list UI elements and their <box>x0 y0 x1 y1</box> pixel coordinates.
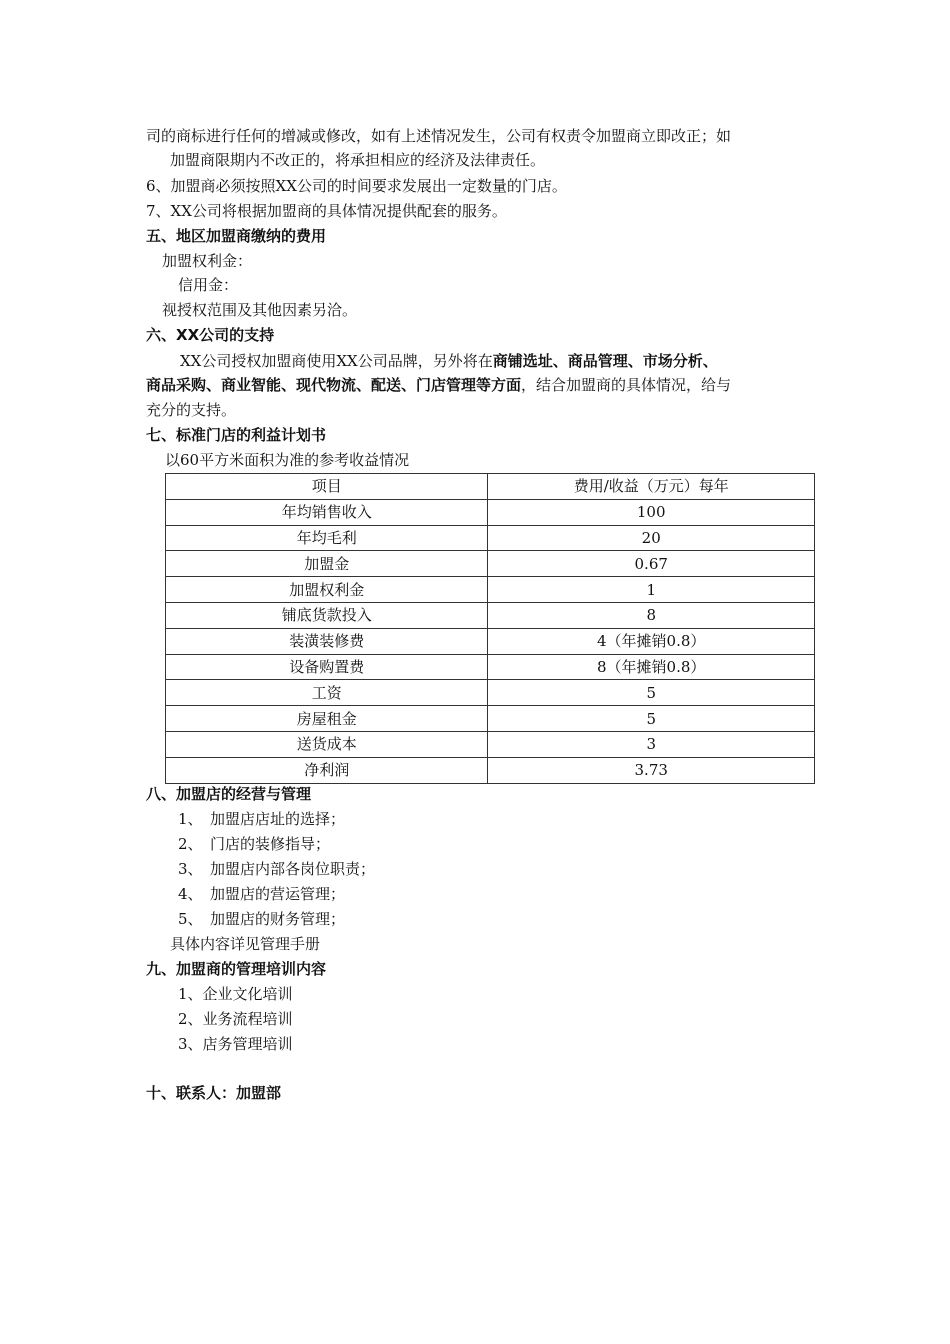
table-cell-item: 工资 <box>166 680 488 706</box>
paragraph-line: 加盟商限期内不改正的，将承担相应的经济及法律责任。 <box>170 151 546 169</box>
table-cell-item: 装潢装修费 <box>166 628 488 654</box>
paragraph-bold-text: 商品采购、商业智能、现代物流、配送、门店管理等方面 <box>146 376 522 394</box>
fee-note: 视授权范围及其他因素另洽。 <box>162 301 358 319</box>
section-heading: 五、地区加盟商缴纳的费用 <box>146 227 327 245</box>
table-row <box>166 731 815 757</box>
fee-item: 信用金： <box>178 276 239 294</box>
list-item: 4、 加盟店的营运管理； <box>178 885 346 903</box>
table-cell-item: 年均毛利 <box>166 525 488 551</box>
list-item: 3、店务管理培训 <box>178 1035 293 1053</box>
paragraph-text: ，结合加盟商的具体情况，给与 <box>521 376 732 394</box>
table-cell-item: 铺底货款投入 <box>166 602 488 628</box>
table-cell-value: 1 <box>488 577 815 603</box>
paragraph-bold-text: 商铺选址、商品管理、市场分析、 <box>492 352 718 370</box>
table-cell-value: 20 <box>488 525 815 551</box>
table-cell-item: 年均销售收入 <box>166 499 488 525</box>
section-heading: 十、联系人：加盟部 <box>146 1084 282 1102</box>
table-cell-item: 加盟权利金 <box>166 577 488 603</box>
table-cell-item: 净利润 <box>166 757 488 783</box>
table-row <box>166 499 815 525</box>
table-cell-value: 4（年摊销0.8） <box>488 628 815 654</box>
section-heading: 七、标准门店的利益计划书 <box>146 426 327 444</box>
table-cell-value: 3.73 <box>488 757 815 783</box>
list-item: 3、 加盟店内部各岗位职责； <box>178 860 376 878</box>
list-item: 7、XX公司将根据加盟商的具体情况提供配套的服务。 <box>146 202 507 220</box>
table-row <box>166 680 815 706</box>
table-row <box>166 628 815 654</box>
table-row <box>166 602 815 628</box>
section-heading: 六、XX公司的支持 <box>146 326 275 344</box>
table-row <box>166 757 815 783</box>
table-cell-item: 送货成本 <box>166 731 488 757</box>
section-heading: 九、加盟商的管理培训内容 <box>146 960 327 978</box>
table-cell-value: 8（年摊销0.8） <box>488 654 815 680</box>
table-row <box>166 654 815 680</box>
paragraph-line: 司的商标进行任何的增减或修改，如有上述情况发生，公司有权责令加盟商立即改正；如 <box>146 127 732 145</box>
table-row <box>166 577 815 603</box>
section-heading: 八、加盟店的经营与管理 <box>146 785 312 803</box>
list-item: 2、业务流程培训 <box>178 1010 293 1028</box>
table-cell-value: 5 <box>488 706 815 732</box>
paragraph-line: 充分的支持。 <box>146 401 237 419</box>
table-header-row <box>166 474 815 500</box>
management-note: 具体内容详见管理手册 <box>170 935 321 953</box>
table-cell-value: 5 <box>488 680 815 706</box>
profit-table <box>165 473 815 784</box>
paragraph-text: XX公司授权加盟商使用XX公司品牌，另外将在 <box>180 352 493 370</box>
table-cell-item: 房屋租金 <box>166 706 488 732</box>
table-header-cell: 项目 <box>166 474 488 500</box>
table-header-cell: 费用/收益（万元）每年 <box>488 474 815 500</box>
table-caption: 以60平方米面积为准的参考收益情况 <box>165 451 410 469</box>
table-cell-value: 8 <box>488 602 815 628</box>
fee-item: 加盟权利金： <box>162 252 253 270</box>
table-row <box>166 551 815 577</box>
list-item: 5、 加盟店的财务管理； <box>178 910 346 928</box>
table-cell-value: 3 <box>488 731 815 757</box>
list-item: 2、 门店的装修指导； <box>178 835 331 853</box>
paragraph-line <box>180 349 718 373</box>
table-cell-value: 0.67 <box>488 551 815 577</box>
list-item: 1、企业文化培训 <box>178 985 293 1003</box>
table-cell-item: 设备购置费 <box>166 654 488 680</box>
list-item: 6、加盟商必须按照XX公司的时间要求发展出一定数量的门店。 <box>146 177 567 195</box>
table-cell-value: 100 <box>488 499 815 525</box>
table-row <box>166 706 815 732</box>
table-row <box>166 525 815 551</box>
table-cell-item: 加盟金 <box>166 551 488 577</box>
paragraph-line <box>146 373 731 397</box>
list-item: 1、 加盟店店址的选择； <box>178 810 346 828</box>
